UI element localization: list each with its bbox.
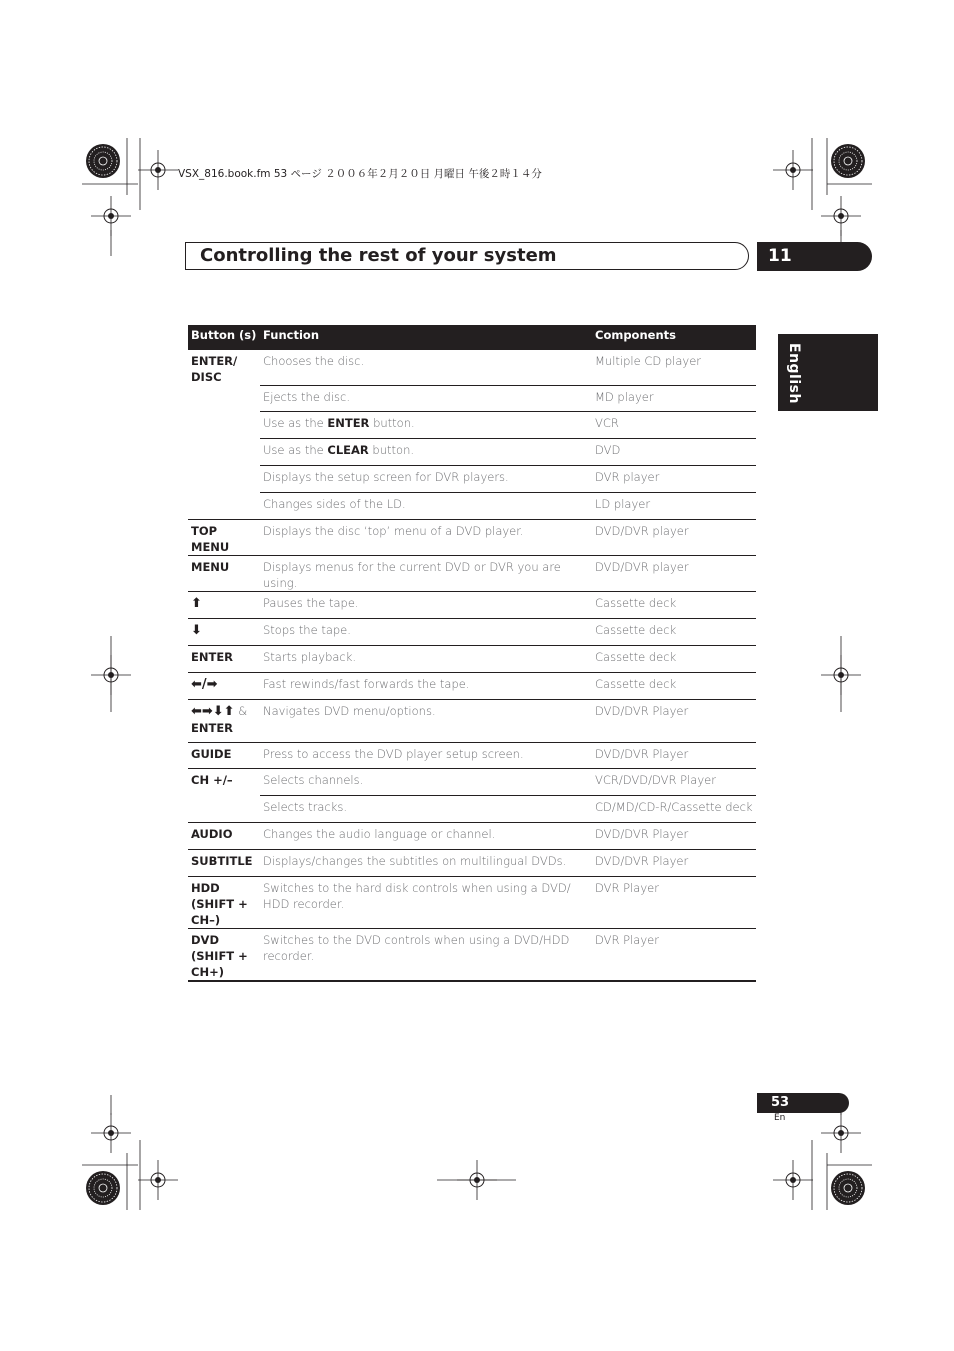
button-cell: HDD (SHIFT + CH–) xyxy=(188,876,260,928)
component-cell: LD player xyxy=(592,493,756,520)
button-cell: TOP MENU xyxy=(188,519,260,555)
registration-mark-icon xyxy=(821,1113,861,1153)
component-cell: Cassette deck xyxy=(592,672,756,699)
function-cell: Starts playback. xyxy=(260,645,592,672)
table-row xyxy=(188,493,756,520)
button-cell xyxy=(188,618,260,645)
function-text: button. xyxy=(369,416,415,431)
function-cell: Switches to the DVD controls when using a DVD/HDD recorder. xyxy=(263,932,570,963)
function-cell: Selects channels. xyxy=(260,769,592,796)
function-cell: Selects tracks. xyxy=(260,796,592,823)
function-cell: Changes the audio language or channel. xyxy=(260,823,592,850)
component-cell: DVR player xyxy=(592,466,756,493)
function-cell: Ejects the disc. xyxy=(260,385,592,412)
function-cell xyxy=(260,439,592,466)
arrow-down-icon: ⬇ xyxy=(191,622,202,638)
component-cell: DVD/DVR Player xyxy=(592,699,756,742)
function-cell: Displays menus for the current DVD or DVR you are using. xyxy=(260,555,592,591)
component-cell: MD player xyxy=(592,385,756,412)
table-row xyxy=(188,645,756,672)
component-cell: Multiple CD player xyxy=(592,350,756,385)
chapter-tab xyxy=(757,242,872,271)
button-cell xyxy=(188,591,260,618)
function-button-name: ENTER xyxy=(327,416,370,431)
function-text: button. xyxy=(368,443,415,458)
function-cell: Navigates DVD menu/options. xyxy=(260,699,592,742)
table-row xyxy=(188,439,756,466)
component-cell: DVD/DVR Player xyxy=(592,823,756,850)
table-row xyxy=(188,466,756,493)
function-text: Use as the xyxy=(263,443,328,458)
column-header-button: Button (s) xyxy=(188,325,260,350)
button-cell: GUIDE xyxy=(188,742,260,769)
component-cell: DVD/DVR Player xyxy=(592,850,756,877)
component-cell: Cassette deck xyxy=(592,591,756,618)
chapter-header-bar xyxy=(185,242,749,270)
function-cell: Displays the disc ‘top’ menu of a DVD player. xyxy=(260,519,592,555)
table-row xyxy=(188,796,756,823)
button-cell: MENU xyxy=(188,555,260,591)
button-cell xyxy=(188,672,260,699)
function-cell: Displays/changes the subtitles on multilingual DVDs. xyxy=(260,850,592,877)
table-row xyxy=(188,876,756,928)
table-row xyxy=(188,769,756,796)
ampersand-text: & xyxy=(234,703,248,718)
function-cell xyxy=(260,412,592,439)
table-row xyxy=(188,385,756,412)
table-row xyxy=(188,618,756,645)
button-function-table xyxy=(188,325,756,982)
component-cell: VCR xyxy=(592,412,756,439)
table-row xyxy=(188,742,756,769)
component-cell: DVD xyxy=(592,439,756,466)
component-cell: DVR Player xyxy=(595,932,659,947)
function-cell: Changes sides of the LD. xyxy=(260,493,592,520)
component-cell: DVD/DVR Player xyxy=(592,742,756,769)
language-label: English xyxy=(786,343,802,404)
button-cell: ENTER/ DISC xyxy=(191,354,238,384)
page-title: Controlling the rest of your system xyxy=(200,245,557,266)
table-header-row xyxy=(188,325,756,350)
component-cell: Cassette deck xyxy=(592,645,756,672)
table-row xyxy=(188,350,756,385)
function-cell: Pauses the tape. xyxy=(260,591,592,618)
table-row xyxy=(188,823,756,850)
function-cell: Fast rewinds/fast forwards the tape. xyxy=(260,672,592,699)
button-label: ENTER xyxy=(191,720,234,735)
button-cell xyxy=(188,466,260,493)
component-cell: CD/MD/CD-R/Cassette deck xyxy=(592,796,756,823)
component-cell: DVR Player xyxy=(592,876,756,928)
arrow-up-icon: ⬆ xyxy=(191,595,202,611)
button-cell xyxy=(188,439,260,466)
table-row xyxy=(188,699,756,742)
button-cell: AUDIO xyxy=(188,823,260,850)
button-cell: SUBTITLE xyxy=(188,850,260,877)
page-language: En xyxy=(774,1113,786,1123)
button-cell xyxy=(188,385,260,412)
button-cell xyxy=(188,699,260,742)
function-button-name: CLEAR xyxy=(327,443,369,458)
function-cell: Displays the setup screen for DVR players. xyxy=(260,466,592,493)
print-header: VSX_816.book.fm 53 ページ ２００６年２月２０日 月曜日 午後２時１４分 xyxy=(178,168,542,180)
button-cell xyxy=(188,412,260,439)
button-cell xyxy=(188,493,260,520)
component-cell: Cassette deck xyxy=(592,618,756,645)
language-tab xyxy=(778,334,878,411)
page-number-tab xyxy=(757,1093,849,1113)
table-row xyxy=(188,850,756,877)
table-row xyxy=(188,412,756,439)
function-cell: Switches to the hard disk controls when using a DVD/ HDD recorder. xyxy=(260,876,592,928)
registration-star-icon xyxy=(86,1171,120,1205)
function-cell: Stops the tape. xyxy=(260,618,592,645)
function-cell: Press to access the DVD player setup screen. xyxy=(260,742,592,769)
table-row xyxy=(188,555,756,591)
component-cell: DVD/DVR player xyxy=(592,519,756,555)
table-row xyxy=(188,591,756,618)
chapter-number: 11 xyxy=(768,246,792,266)
arrow-keys-icon: ⬅➡⬇⬆ xyxy=(191,703,235,719)
registration-mark-icon xyxy=(773,1160,813,1200)
button-cell: CH +/– xyxy=(191,773,233,788)
button-cell xyxy=(188,796,260,823)
component-cell: VCR/DVD/DVR Player xyxy=(592,769,756,796)
registration-star-icon xyxy=(86,144,120,178)
function-cell: Chooses the disc. xyxy=(260,350,592,385)
table-row xyxy=(188,519,756,555)
function-text: Use as the xyxy=(263,416,328,431)
registration-mark-icon xyxy=(91,1113,131,1153)
column-header-function: Function xyxy=(260,325,592,350)
registration-star-icon xyxy=(831,144,865,178)
table-row xyxy=(188,672,756,699)
table-row xyxy=(188,928,756,981)
registration-star-icon xyxy=(831,1171,865,1205)
button-cell: DVD (SHIFT + CH+) xyxy=(191,932,248,979)
registration-mark-icon xyxy=(138,1160,178,1200)
registration-mark-icon xyxy=(138,150,178,190)
registration-mark-icon xyxy=(773,150,813,190)
page-number: 53 xyxy=(771,1095,790,1110)
arrow-left-right-icon: ⬅/➡ xyxy=(191,676,218,692)
button-cell: ENTER xyxy=(188,645,260,672)
column-header-components: Components xyxy=(592,325,756,350)
component-cell: DVD/DVR player xyxy=(592,555,756,591)
